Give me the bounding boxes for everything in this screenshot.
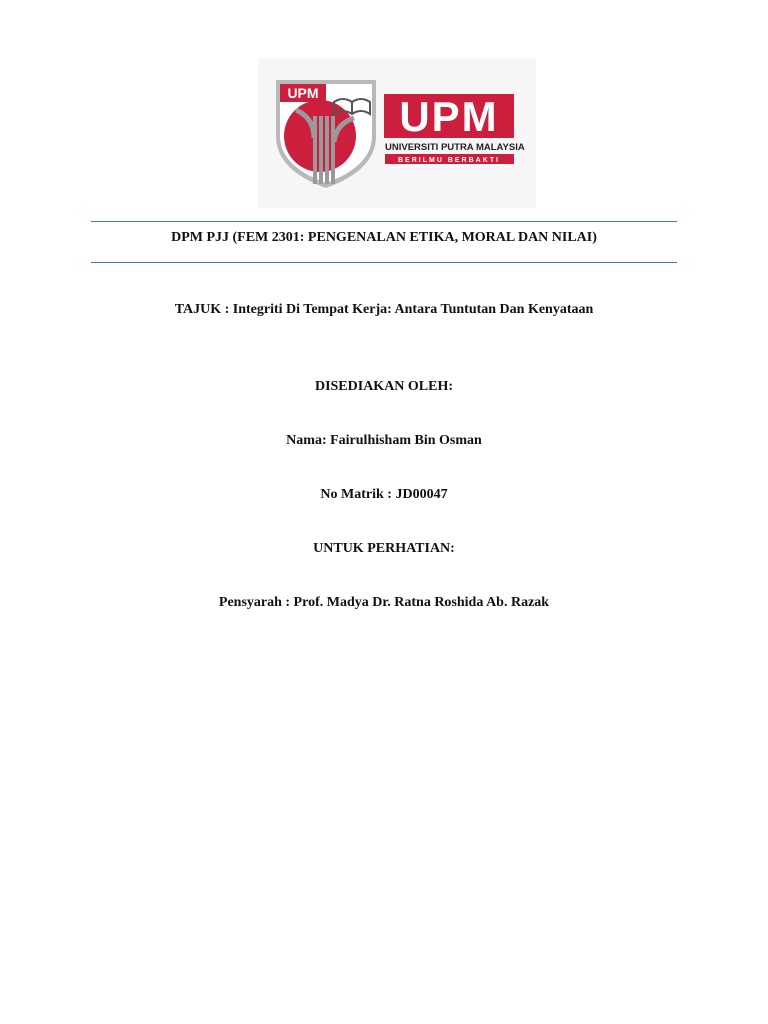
- student-name: Nama: Fairulhisham Bin Osman: [286, 433, 482, 448]
- lecturer-name: Pensyarah : Prof. Madya Dr. Ratna Roshida Ab. Razak: [218, 595, 550, 610]
- course-title: DPM PJJ (FEM 2301: PENGENALAN ETIKA, MORAL DAN NILAI): [171, 230, 597, 245]
- matric-number: No Matrik : JD00047: [320, 487, 448, 502]
- prepared-by-heading: DISEDIAKAN OLEH:: [314, 379, 454, 394]
- shield-text: UPM: [287, 85, 319, 101]
- motto: BERILMU BERBAKTI: [398, 157, 500, 164]
- top-rule: [91, 221, 677, 222]
- attention-heading: UNTUK PERHATIAN:: [313, 541, 455, 556]
- bottom-rule: [91, 262, 677, 263]
- upm-logo-graphic: [258, 58, 536, 208]
- assignment-title: TAJUK : Integriti Di Tempat Kerja: Antara Tuntutan Dan Kenyataan: [174, 302, 594, 317]
- upm-logo: [258, 58, 536, 208]
- wordmark: UPM: [399, 93, 499, 140]
- university-name: UNIVERSITI PUTRA MALAYSIA: [385, 142, 525, 153]
